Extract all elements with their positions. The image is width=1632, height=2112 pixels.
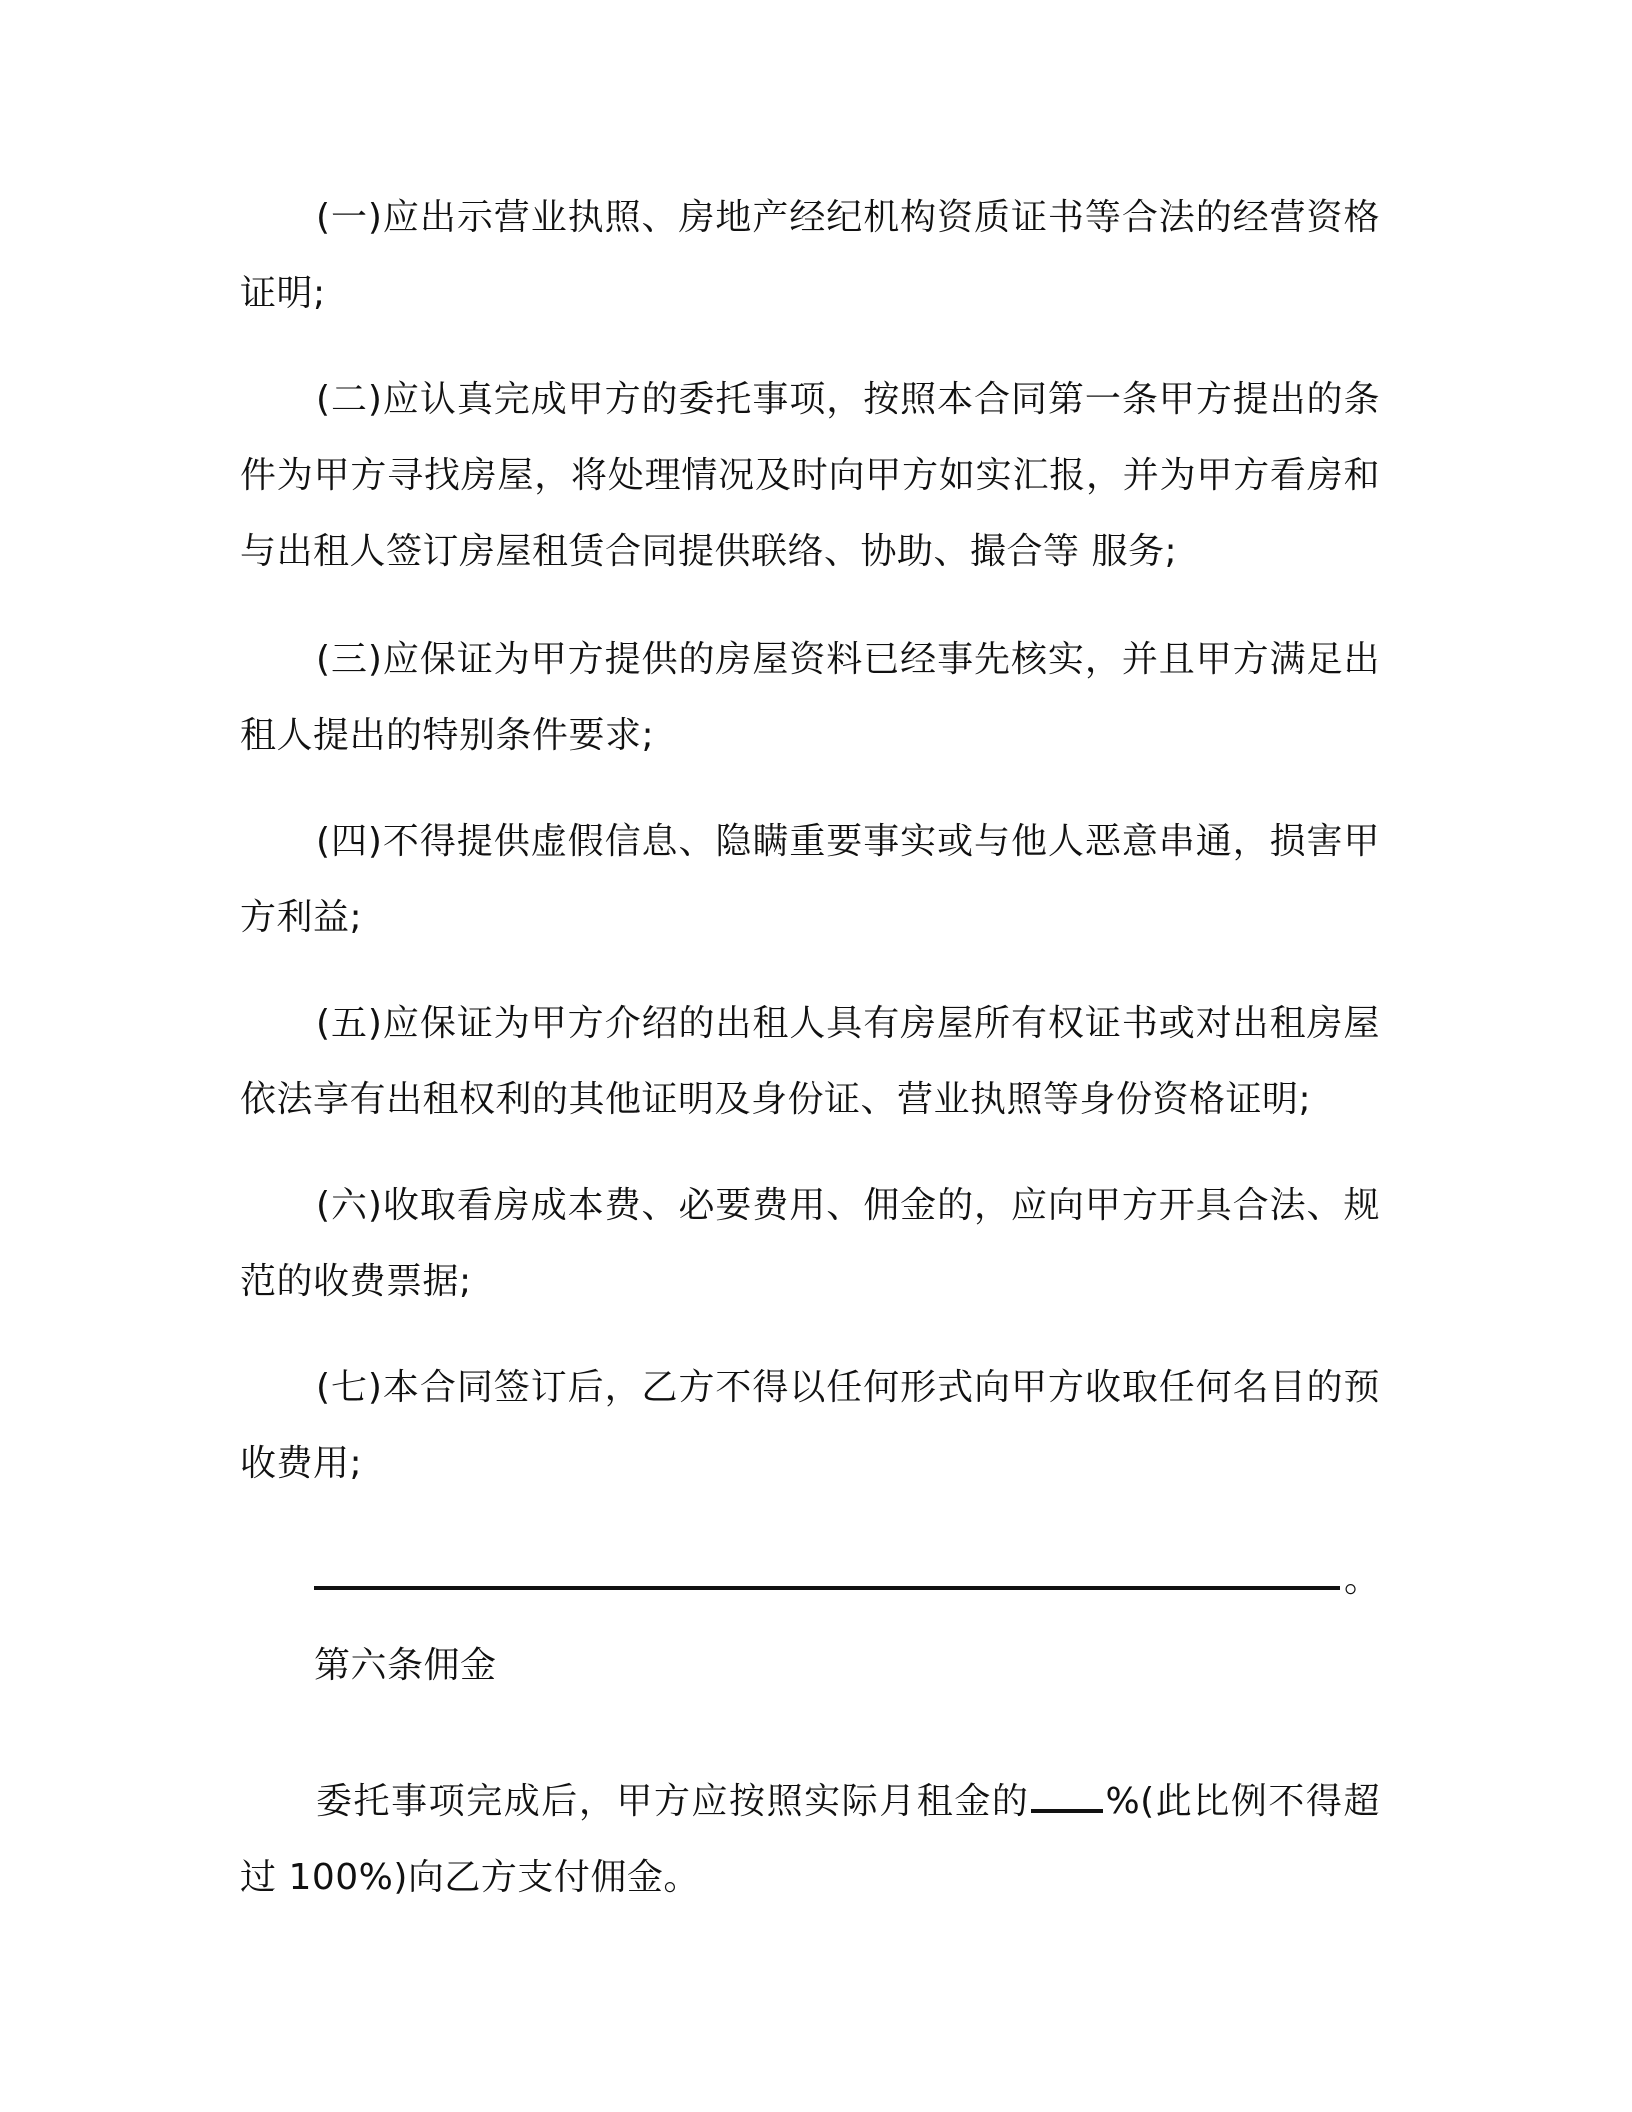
commission-text-after: %(此比例不得超过 100%)向乙方支付佣金。 xyxy=(240,1781,1380,1898)
clause-2: (二)应认真完成甲方的委托事项，按照本合同第一条甲方提出的条件为甲方寻找房屋，将处理情况及时向甲方如实汇报，并为甲方看房和与出租人签订房屋租赁合同提供联络、协助、撮合等 服务; xyxy=(240,379,1380,572)
clause-4: (四)不得提供虚假信息、隐瞒重要事实或与他人恶意串通，损害甲方利益; xyxy=(240,821,1380,938)
blank-line-period: 。 xyxy=(1343,1559,1380,1600)
clause-5: (五)应保证为甲方介绍的出租人具有房屋所有权证书或对出租房屋依法享有出租权利的其他证明及身份证、营业执照等身份资格证明; xyxy=(240,1003,1380,1120)
clause-6: (六)收取看房成本费、必要费用、佣金的，应向甲方开具合法、规范的收费票据; xyxy=(240,1185,1380,1302)
clause-3: (三)应保证为甲方提供的房屋资料已经事先核实，并且甲方满足出租人提出的特别条件要求; xyxy=(240,639,1380,756)
long-blank-underline xyxy=(314,1586,1340,1590)
article-6-heading: 第六条佣金 xyxy=(314,1645,497,1686)
clause-1: (一)应出示营业执照、房地产经纪机构资质证书等合法的经营资格证明; xyxy=(240,197,1380,314)
commission-percent-blank xyxy=(1031,1779,1103,1813)
clause-7: (七)本合同签订后，乙方不得以任何形式向甲方收取任何名目的预收费用; xyxy=(240,1367,1380,1484)
fill-in-blank-clause xyxy=(314,1540,1380,1600)
commission-text-before: 委托事项完成后，甲方应按照实际月租金的 xyxy=(316,1781,1030,1822)
article-6-text xyxy=(240,1764,1380,1916)
